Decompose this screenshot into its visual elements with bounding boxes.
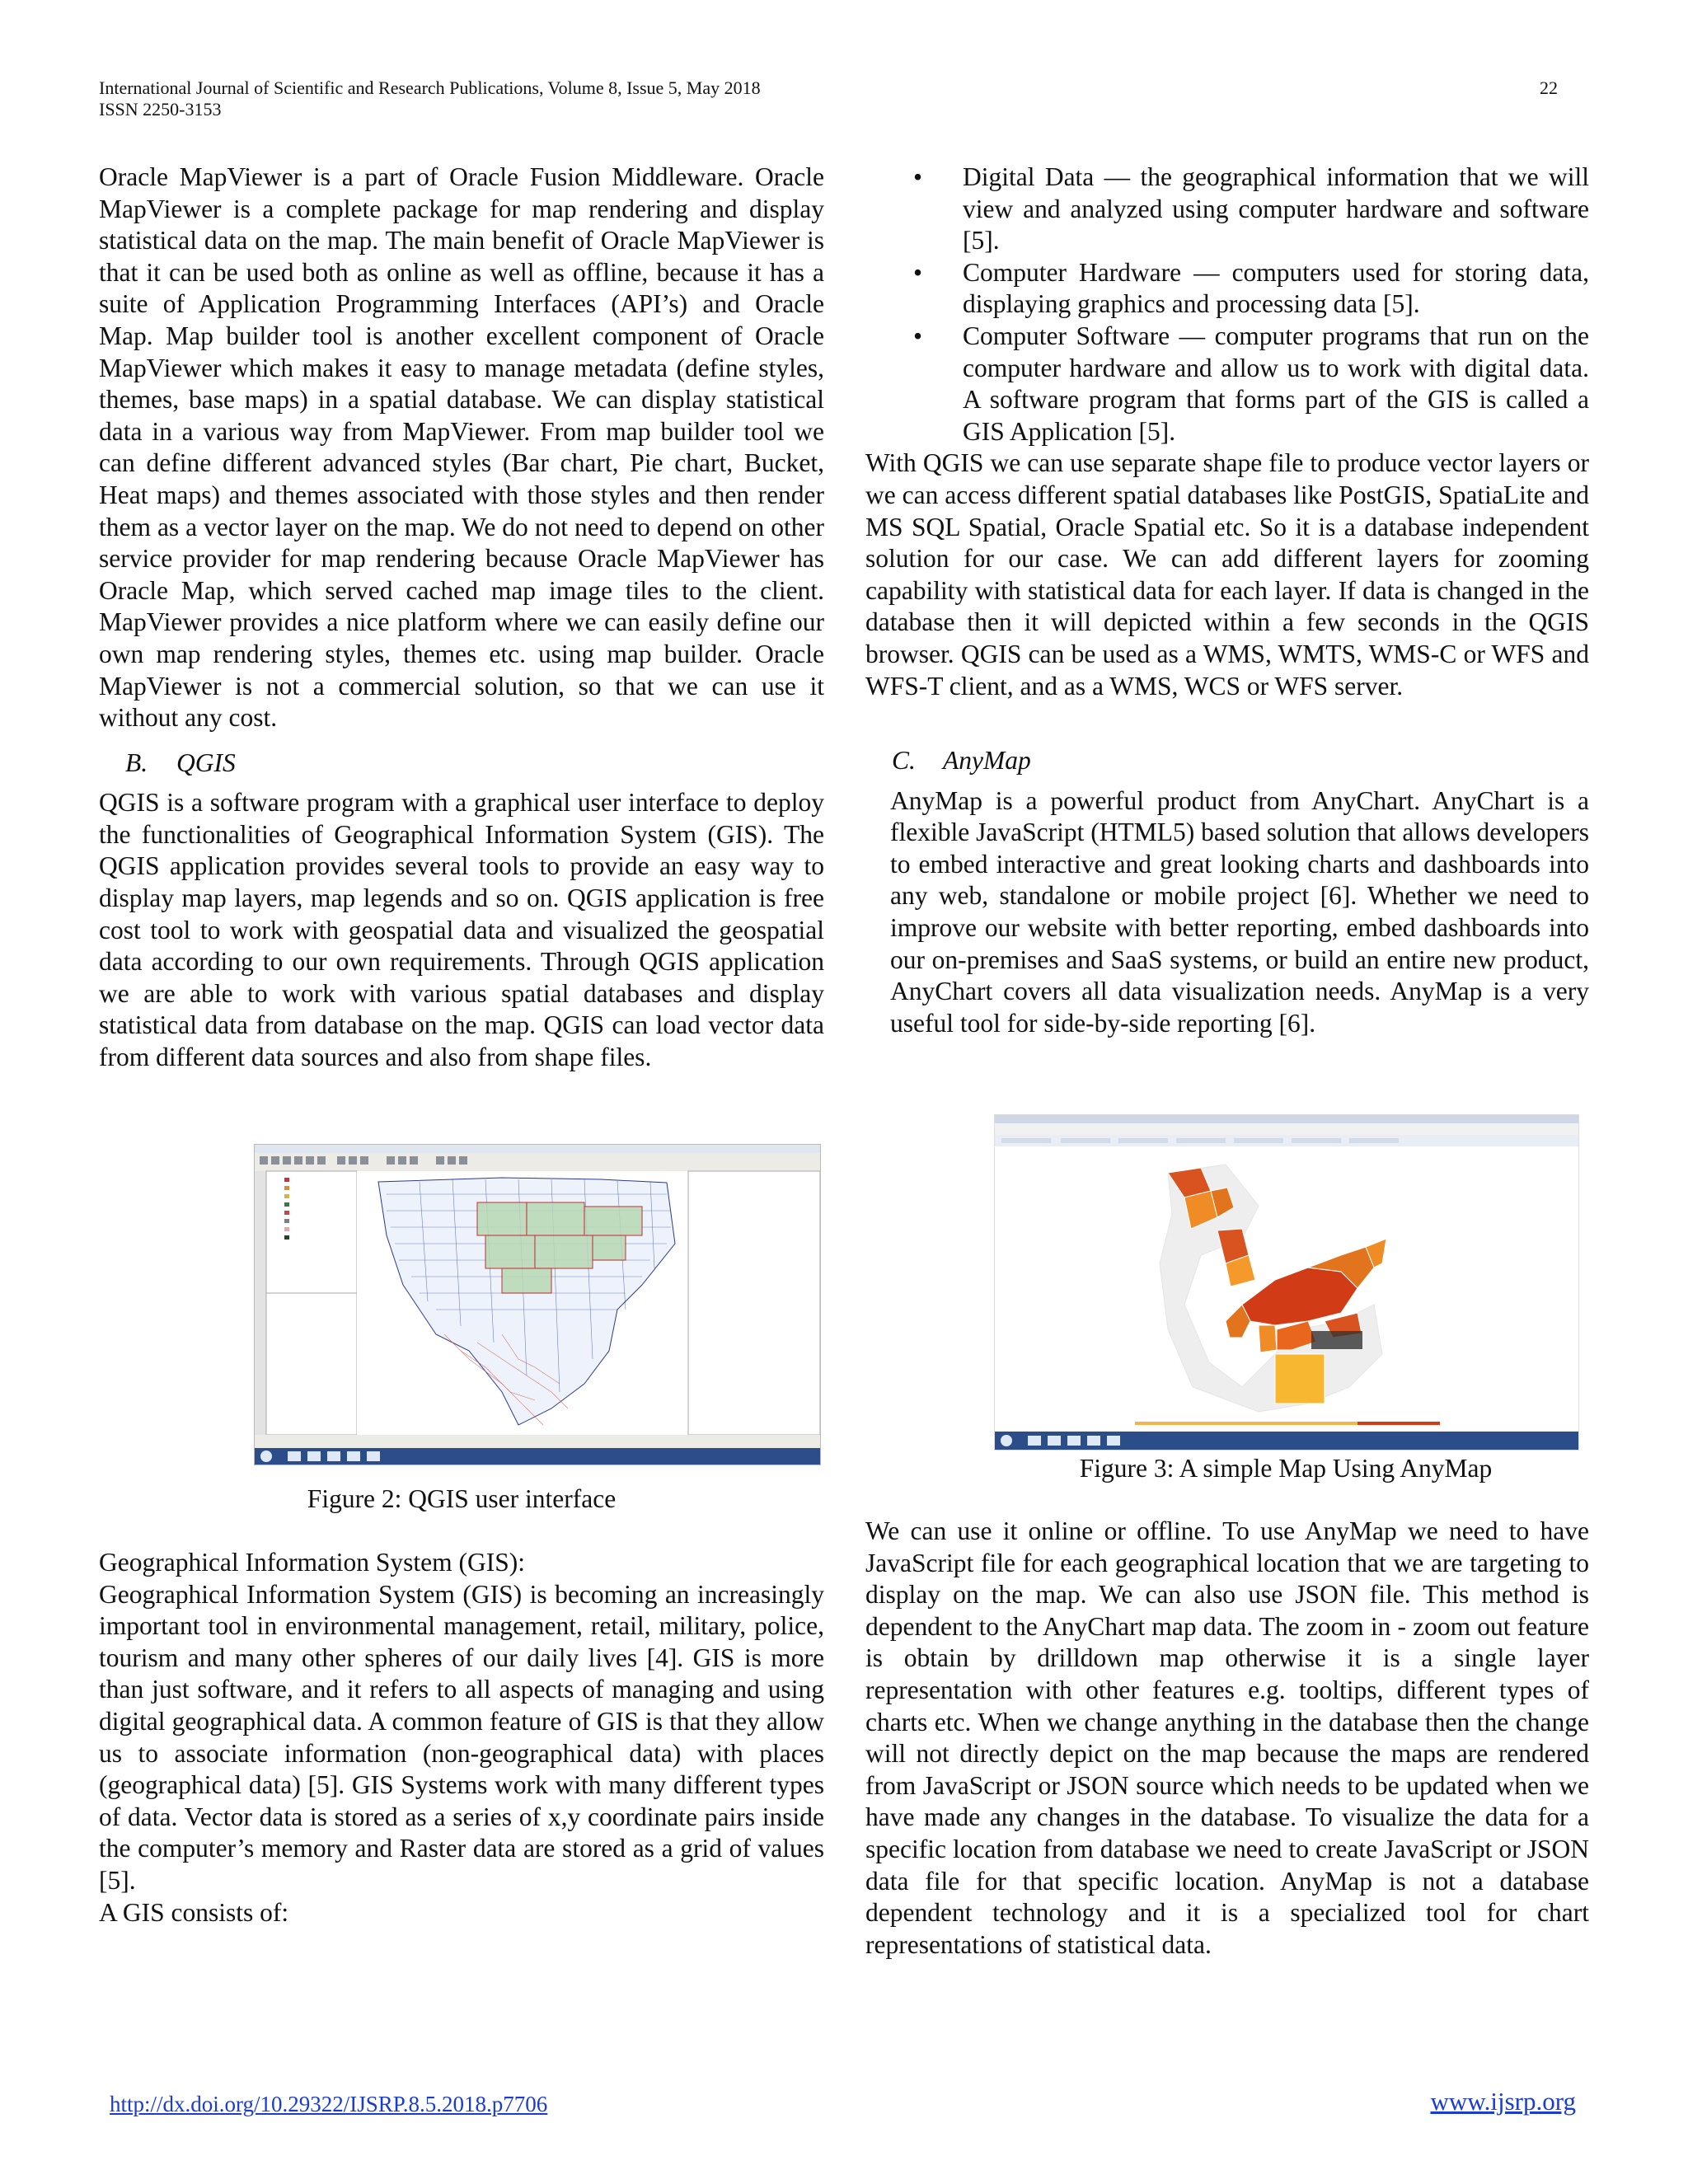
journal-title: International Journal of Scientific and Research Publications, Volume 8, Issue 5, May 2018: [99, 77, 761, 98]
figure-qgis-screenshot: [254, 1144, 821, 1465]
anymap-map-image: [995, 1115, 1578, 1450]
right-column: [865, 162, 1589, 1039]
paragraph-anymap: AnyMap is a powerful product from AnyChart. AnyChart is a flexible JavaScript (HTML5) based solution that allows developers to embed interactive and great looking charts and dashboards into any web, standalone or mobile project [6]. Whether we need to improve our website with better reporting, embed dashboards into our on-premises and SaaS systems, or build an entire new product, AnyChart covers all data visualization needs. AnyMap is a very useful tool for side-by-side reporting [6].: [890, 785, 1589, 1038]
section-title: AnyMap: [943, 746, 1031, 776]
section-label: B.: [125, 748, 148, 777]
website-link[interactable]: www.ijsrp.org: [1430, 2087, 1576, 2116]
list-item: • Computer Software — computer programs that run on the computer hardware and allow us to work with digital data. A software program that forms part of the GIS is called a GIS Application [5].: [865, 321, 1589, 448]
section-title: QGIS: [176, 748, 236, 777]
section-heading-anymap: [865, 745, 1589, 777]
doi-link[interactable]: http://dx.doi.org/10.29322/IJSRP.8.5.2018.p7706: [110, 2092, 548, 2116]
paragraph-anymap-usage: We can use it online or offline. To use AnyMap we need to have JavaScript file for each geographical location that we are targeting to display on the map. We can also use JSON file. This method is dependent to the AnyChart map data. The zoom in - zoom out feature is obtain by drilldown map otherwise it is a single layer representation with other features e.g. tooltips, different types of charts etc. When we change anything in the database then the change will not directly depict on the map because the maps are rendered from JavaScript or JSON source which needs to be updated when we have made any changes in the database. To visualize the data for a specific location from database we need to create JavaScript or JSON data file for that specific location. AnyMap is not a database dependent technology and it is a specialized tool for chart representations of statistical data.: [865, 1516, 1589, 1959]
page-number: 22: [1540, 77, 1558, 98]
running-header: [99, 77, 1558, 120]
issn: ISSN 2250-3153: [99, 99, 222, 120]
section-heading-qgis: [99, 748, 824, 780]
figure3-caption: Figure 3: A simple Map Using AnyMap: [1079, 1454, 1493, 1483]
figure-anymap-screenshot: [994, 1114, 1579, 1451]
list-item: • Digital Data — the geographical information that we will view and analyzed using computer hardware and software [5].: [865, 162, 1589, 257]
qgis-interface-image: [255, 1145, 820, 1465]
paragraph-qgis-databases: With QGIS we can use separate shape file to produce vector layers or we can access different spatial databases like PostGIS, SpatiaLite and MS SQL Spatial, Oracle Spatial etc. So it is a database independent solution for our case. We can add different layers for zooming capability with statistical data for each layer. If data is changed in the database then it will depicted within a few seconds in the QGIS browser. QGIS can be used as a WMS, WMTS, WMS-C or WFS and WFS-T client, and as a WMS, WCS or WFS server.: [865, 448, 1589, 701]
left-column: [99, 162, 824, 1074]
gis-components-list: [865, 162, 1589, 448]
gis-heading: Geographical Information System (GIS):: [99, 1548, 525, 1577]
right-column-anymap-usage: [865, 1516, 1589, 1961]
paragraph-oracle-mapviewer: Oracle MapViewer is a part of Oracle Fusion Middleware. Oracle MapViewer is a complete package for map rendering and display statistical data on the map. The main benefit of Oracle MapViewer is that it can be used both as online as well as offline, because it has a suite of Application Programming Interfaces (API’s) and Oracle Map. Map builder tool is another excellent component of Oracle MapViewer which makes it easy to manage metadata (define styles, themes, base maps) in a spatial database. We can display statistical data in a various way from MapViewer. From map builder tool we can define different advanced styles (Bar chart, Pie chart, Bucket, Heat maps) and themes associated with those styles and then render them as a vector layer on the map. We do not need to depend on other service provider for map rendering because Oracle MapViewer has Oracle Map, which served cached map image tiles to the client. MapViewer provides a nice platform where we can easily define our own map rendering styles, themes etc. using map builder. Oracle MapViewer is not a commercial solution, so that we can use it without any cost.: [99, 162, 824, 733]
paragraph-gis: Geographical Information System (GIS) is becoming an increasingly important tool in environmental management, retail, military, police, tourism and many other spheres of our daily lives [4]. GIS is more than just software, and it refers to all aspects of managing and using digital geographical data. A common feature of GIS is that they allow us to associate information (non-geographical data) with places (geographical data) [5]. GIS Systems work with many different types of data. Vector data is stored as a series of x,y coordinate pairs inside the computer’s memory and Raster data are stored as a grid of values [5].: [99, 1579, 824, 1895]
gis-consists-of: A GIS consists of:: [99, 1897, 289, 1927]
list-item: • Computer Hardware — computers used for storing data, displaying graphics and processing data [5].: [865, 257, 1589, 321]
section-label: C.: [892, 746, 916, 776]
left-column-gis: [99, 1547, 824, 1929]
paragraph-qgis: QGIS is a software program with a graphical user interface to deploy the functionalities of Geographical Information System (GIS). The QGIS application provides several tools to provide an easy way to display map layers, map legends and so on. QGIS application is free cost tool to work with geospatial data and visualized the geospatial data according to our own requirements. Through QGIS application we are able to work with various spatial databases and display statistical data from database on the map. QGIS can load vector data from different data sources and also from shape files.: [99, 788, 824, 1072]
figure2-caption: Figure 2: QGIS user interface: [307, 1484, 617, 1513]
